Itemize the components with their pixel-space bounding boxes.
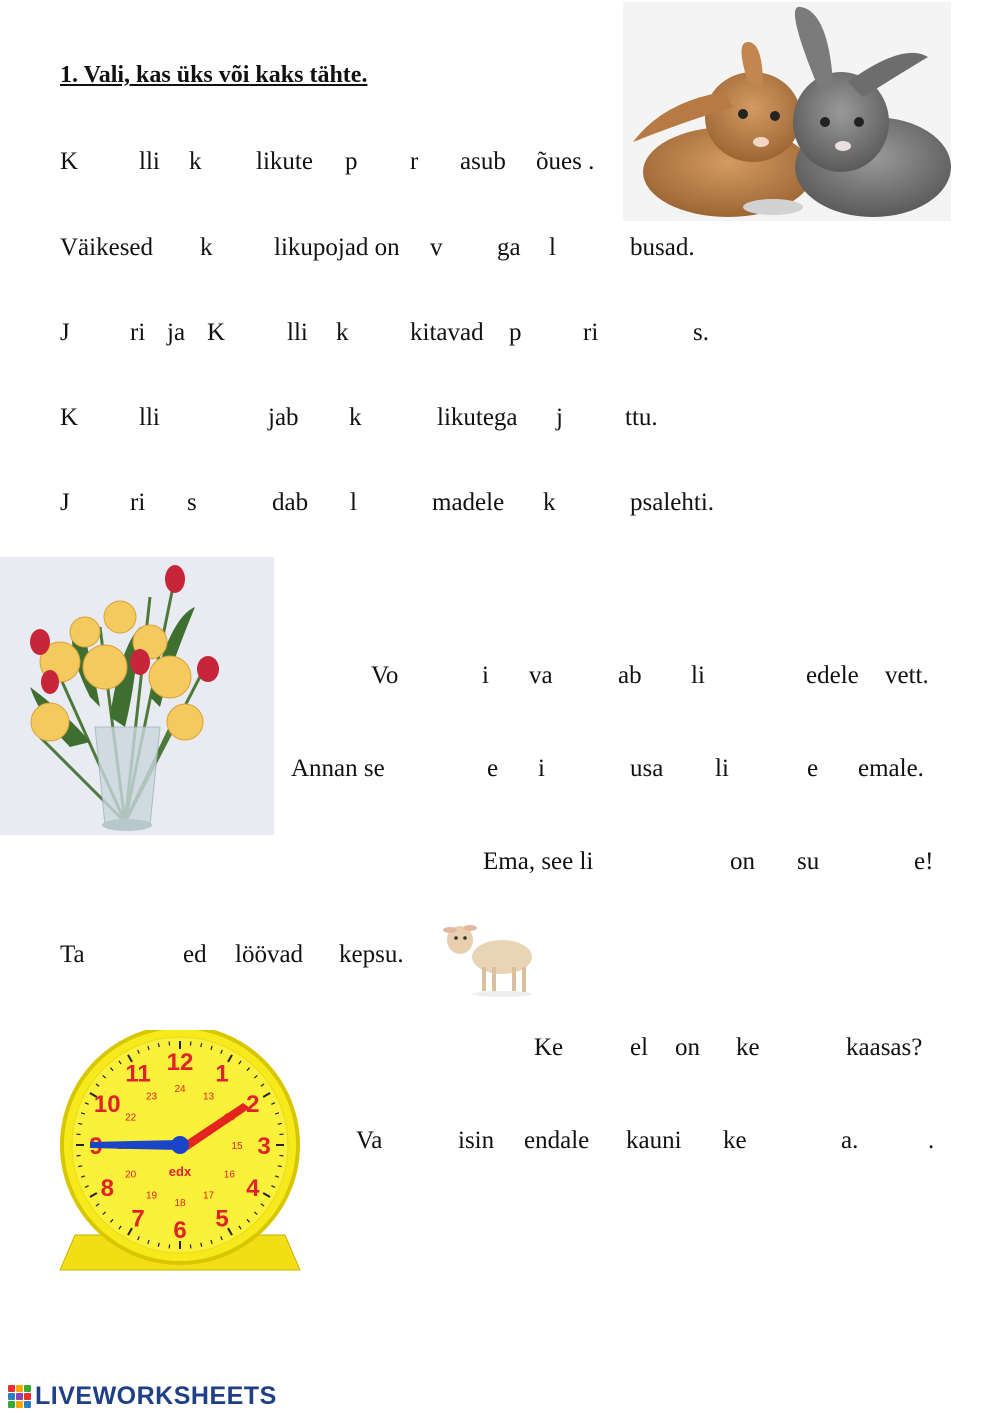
- clock-hour-number: 10: [93, 1091, 121, 1118]
- sentence-fragment: lli: [287, 319, 308, 346]
- clock-hour-number: 7: [131, 1205, 145, 1233]
- sentence-fragment: k: [200, 234, 213, 261]
- sentence-fragment: likutega: [437, 404, 518, 431]
- sentence-fragment: p: [509, 319, 522, 346]
- sentence-fragment: kitavad: [410, 319, 484, 346]
- logo-square: [24, 1393, 31, 1400]
- sentence-fragment: jab: [268, 404, 299, 431]
- sentence-fragment: ri: [130, 319, 146, 346]
- sentence-fragment: su: [797, 848, 820, 875]
- liveworksheets-logo: [8, 1382, 277, 1411]
- sentence-fragment: r: [410, 148, 419, 175]
- sentence-fragment: p: [345, 148, 358, 175]
- sentence-fragment: i: [538, 755, 545, 782]
- clock-24h-number: 22: [125, 1112, 137, 1124]
- sentence-fragment: likupojad on: [274, 234, 400, 261]
- sentence-fragment: li: [691, 662, 705, 689]
- sentence-fragment: ri: [583, 319, 599, 346]
- sentence-fragment: v: [430, 234, 443, 261]
- sentence-fragment: e!: [914, 848, 934, 875]
- clock-24h-number: 16: [223, 1169, 235, 1181]
- clock-hour-number: 2: [246, 1091, 260, 1118]
- logo-square: [8, 1385, 15, 1392]
- logo-square: [24, 1401, 31, 1408]
- sentence-fragment: Ke: [534, 1034, 564, 1061]
- sentence-fragment: K: [207, 319, 226, 346]
- clock-hour-number: 6: [173, 1217, 187, 1244]
- sentence-fragment: endale: [524, 1127, 590, 1154]
- sentence-fragment: ke: [736, 1034, 760, 1061]
- clock-hour-number: 1: [215, 1060, 229, 1088]
- sentence-fragment: j: [556, 404, 563, 431]
- sentence-fragment: kauni: [626, 1127, 682, 1154]
- logo-square: [8, 1401, 15, 1408]
- sentence-fragment: s.: [693, 319, 709, 346]
- sentence-fragment: .: [928, 1127, 935, 1154]
- sentence-fragment: emale.: [858, 755, 924, 782]
- sentence-fragment: e: [807, 755, 819, 782]
- sentence-fragment: li: [715, 755, 729, 782]
- sentence-fragment: ab: [618, 662, 642, 689]
- sentence-fragment: k: [349, 404, 362, 431]
- sentence-fragment: k: [189, 148, 202, 175]
- sentence-fragment: õues .: [536, 148, 595, 175]
- sentence-fragment: madele: [432, 489, 505, 516]
- clock-tick: [158, 1043, 159, 1047]
- sentence-fragment: Ema, see li: [483, 848, 594, 875]
- clock-24h-number: 17: [202, 1190, 215, 1202]
- sentence-fragment: J: [60, 319, 70, 346]
- sentence-fragment: on: [675, 1034, 700, 1061]
- clock-photo: [55, 1030, 305, 1278]
- flowers-photo: [0, 557, 274, 835]
- clock-hour-number: 3: [257, 1133, 271, 1160]
- logo-square: [16, 1401, 23, 1408]
- clock-tick: [78, 1166, 82, 1167]
- exercise-heading: 1. Vali, kas üks või kaks tähte.: [60, 62, 368, 88]
- clock-hour-number: 11: [125, 1060, 151, 1088]
- clock-tick: [201, 1043, 202, 1047]
- sentence-fragment: vett.: [885, 662, 929, 689]
- sentence-fragment: va: [529, 662, 553, 689]
- logo-square: [16, 1385, 23, 1392]
- clock-tick: [158, 1243, 159, 1247]
- sentence-fragment: dab: [272, 489, 309, 516]
- sentence-fragment: kaasas?: [846, 1034, 923, 1061]
- sentence-fragment: on: [730, 848, 755, 875]
- sentence-fragment: a.: [841, 1127, 859, 1154]
- sentence-fragment: ga: [497, 234, 521, 261]
- sentence-fragment: löövad: [235, 941, 304, 968]
- clock-brand-mark: edx: [168, 1164, 192, 1179]
- brand-name: LIVEWORKSHEETS: [35, 1382, 277, 1410]
- sentence-fragment: busad.: [630, 234, 695, 261]
- sentence-fragment: J: [60, 489, 70, 516]
- sentence-fragment: lli: [139, 148, 160, 175]
- sentence-fragment: ttu.: [625, 404, 658, 431]
- clock-hour-number: 12: [166, 1049, 194, 1076]
- sentence-fragment: k: [543, 489, 556, 516]
- sentence-fragment: ri: [130, 489, 146, 516]
- clock-24h-number: 18: [174, 1198, 186, 1209]
- sentence-fragment: k: [336, 319, 349, 346]
- clock-tick: [278, 1166, 282, 1167]
- clock-tick: [201, 1243, 202, 1247]
- sentence-fragment: kepsu.: [339, 941, 404, 968]
- sentence-fragment: psalehti.: [630, 489, 715, 516]
- rabbits-photo: [623, 2, 951, 221]
- clock-24h-number: 23: [145, 1091, 158, 1103]
- sentence-fragment: l: [350, 489, 357, 516]
- sentence-fragment: Ta: [60, 941, 85, 968]
- clock-24h-number: 15: [231, 1141, 243, 1152]
- clock-tick: [278, 1123, 282, 1124]
- sentence-fragment: Va: [356, 1127, 383, 1154]
- clock-24h-number: 24: [174, 1084, 186, 1095]
- clock-24h-number: 19: [145, 1190, 158, 1202]
- clock-24h-number: 13: [202, 1091, 215, 1103]
- clock-hour-number: 5: [215, 1205, 229, 1233]
- sentence-fragment: K: [60, 148, 79, 175]
- sentence-fragment: isin: [458, 1127, 495, 1154]
- sentence-fragment: lli: [139, 404, 160, 431]
- lamb-photo: [440, 912, 542, 998]
- sentence-fragment: e: [487, 755, 499, 782]
- sentence-fragment: Annan se: [291, 755, 385, 782]
- clock-hour-number: 8: [100, 1175, 114, 1202]
- sentence-fragment: ke: [723, 1127, 747, 1154]
- sentence-fragment: ja: [167, 319, 186, 346]
- logo-square: [8, 1393, 15, 1400]
- clock-24h-number: 20: [125, 1169, 137, 1181]
- sentence-fragment: usa: [630, 755, 664, 782]
- sentence-fragment: i: [482, 662, 489, 689]
- sentence-fragment: Vo: [371, 662, 399, 689]
- logo-square: [24, 1385, 31, 1392]
- sentence-fragment: Väikesed: [60, 234, 154, 261]
- sentence-fragment: s: [187, 489, 197, 516]
- logo-grid-icon: [8, 1385, 31, 1408]
- sentence-fragment: edele: [806, 662, 859, 689]
- sentence-fragment: l: [549, 234, 556, 261]
- sentence-fragment: ed: [183, 941, 207, 968]
- sentence-fragment: asub: [460, 148, 506, 175]
- clock-hour-number: 4: [246, 1175, 260, 1202]
- clock-tick: [78, 1123, 82, 1124]
- logo-square: [16, 1393, 23, 1400]
- sentence-fragment: K: [60, 404, 79, 431]
- sentence-fragment: el: [630, 1034, 649, 1061]
- sentence-fragment: likute: [256, 148, 313, 175]
